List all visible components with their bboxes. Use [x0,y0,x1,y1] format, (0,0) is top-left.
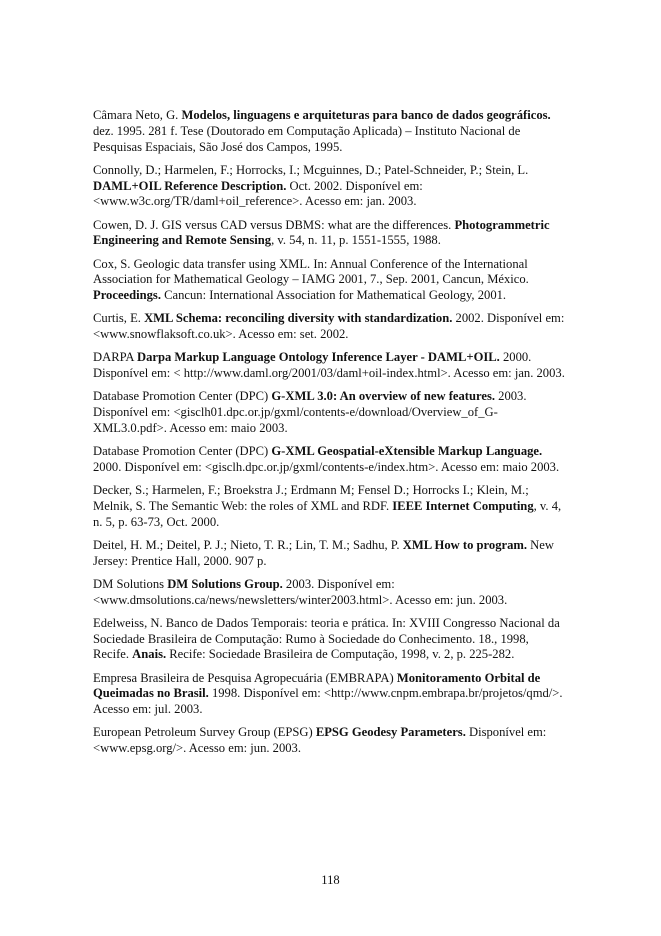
reference-text: Disponível em: <www.epsg.org/>. Acesso em: jun. 2003. [93,725,547,756]
reference-text: New Jersey: Prentice Hall, 2000. 907 p. [93,537,554,568]
reference-text: dez. 1995. 281 f. Tese (Doutorado em Computação Aplicada) – Instituto Nacional de Pesquisas Espaciais, São José dos Campos, 1995. [93,123,521,154]
reference-text: Empresa Brasileira de Pesquisa Agropecuária (EMBRAPA) [93,670,397,685]
reference-text: Oct. 2002. Disponível em: <www.w3c.org/TR/daml+oil_reference>. Acesso em: jan. 2003. [93,178,423,209]
reference-text: Decker, S.; Harmelen, F.; Broekstra J.; Erdmann M; Fensel D.; Horrocks I.; Klein, M.; Melnik, S. The Semantic Web: the roles of XML and RDF. [93,483,529,513]
reference-title: XML Schema: reconciling diversity with standardization. [144,311,453,326]
reference-text: Cancun: International Association for Mathematical Geology, 2001. [160,288,507,303]
reference-text: 1998. Disponível em: <http://www.cnpm.embrapa.br/projetos/qmd/>. Acesso em: jul. 2003. [93,686,563,717]
reference-text: Edelweiss, N. Banco de Dados Temporais: teoria e prática. In: XVIII Congresso Nacional da Sociedade Brasileira de Computação: Rumo à Sociedade do Conhecimento. 18., 1998, Recife. [93,615,560,662]
reference-entry [93,725,567,757]
reference-title: EPSG Geodesy Parameters. [315,725,466,740]
reference-text: Curtis, E. [93,311,145,326]
reference-text: 2000. Disponível em: < http://www.daml.org/2001/03/daml+oil-index.html>. Acesso em: jan. 2003. [93,350,565,381]
reference-text: 2000. Disponível em: <gisclh.dpc.or.jp/gxml/contents-e/index.htm>. Acesso em: maio 2003. [93,459,560,474]
reference-text: Connolly, D.; Harmelen, F.; Horrocks, I.; Mcguinnes, D.; Patel-Schneider, P.; Stein, L. [93,162,529,177]
reference-text: Cox, S. Geologic data transfer using XML. In: Annual Conference of the International Association for Mathematical Geology – IAMG 2001, 7., Sep. 2001, Cancun, México. [93,256,529,287]
reference-text: Câmara Neto, G. [93,108,182,122]
reference-list [93,108,567,764]
reference-text: Database Promotion Center (DPC) [93,444,272,459]
reference-title: Photogrammetric Engineering and Remote Sensing [93,217,550,248]
reference-title: DAML+OIL Reference Description. [93,178,287,193]
reference-title: XML How to program. [402,537,528,552]
reference-entry [93,218,567,250]
reference-text: 2003. Disponível em: <www.dmsolutions.ca/news/newsletters/winter2003.html>. Acesso em: jun. 2003. [93,576,508,607]
reference-title: Proceedings. [93,288,161,303]
reference-entry [93,257,567,304]
reference-text: DARPA [93,350,137,365]
reference-text: , v. 54, n. 11, p. 1551-1555, 1988. [271,233,441,248]
reference-text: Deitel, H. M.; Deitel, P. J.; Nieto, T. R.; Lin, T. M.; Sadhu, P. [93,537,403,552]
reference-entry [93,616,567,663]
reference-title: G-XML Geospatial-eXtensible Markup Language. [271,444,543,459]
reference-text: Recife: Sociedade Brasileira de Computação, 1998, v. 2, p. 225-282. [166,647,515,662]
reference-title: IEEE Internet Computing [392,498,534,513]
page-number: 118 [321,873,340,887]
reference-title: Anais. [132,647,167,662]
reference-text: DM Solutions [93,576,168,591]
reference-text: Database Promotion Center (DPC) [93,389,272,404]
reference-entry [93,444,567,476]
reference-text: Cowen, D. J. GIS versus CAD versus DBMS: what are the differences. [93,217,455,232]
reference-entry [93,108,567,155]
reference-entry [93,163,567,210]
reference-text: , v. 4, n. 5, p. 63-73, Oct. 2000. [93,498,562,529]
reference-entry [93,389,567,436]
reference-text: European Petroleum Survey Group (EPSG) [93,725,316,740]
reference-title: Darpa Markup Language Ontology Inference Layer - DAML+OIL. [137,350,500,365]
reference-text: 2002. Disponível em: <www.snowflaksoft.co.uk>. Acesso em: set. 2002. [93,311,565,342]
reference-title: Modelos, linguagens e arquiteturas para banco de dados geográficos. [181,108,551,122]
reference-text: 2003. Disponível em: <gisclh01.dpc.or.jp/gxml/contents-e/download/Overview_of_G-XML3.0.pdf>. Acesso em: maio 2003. [93,389,527,435]
reference-entry [93,311,567,343]
reference-entry [93,538,567,570]
reference-entry [93,577,567,609]
reference-title: G-XML 3.0: An overview of new features. [271,389,496,404]
reference-title: DM Solutions Group. [167,576,283,591]
reference-entry [93,350,567,382]
reference-entry [93,483,567,530]
reference-title: Monitoramento Orbital de Queimadas no Brasil. [93,670,541,701]
reference-entry [93,671,567,718]
